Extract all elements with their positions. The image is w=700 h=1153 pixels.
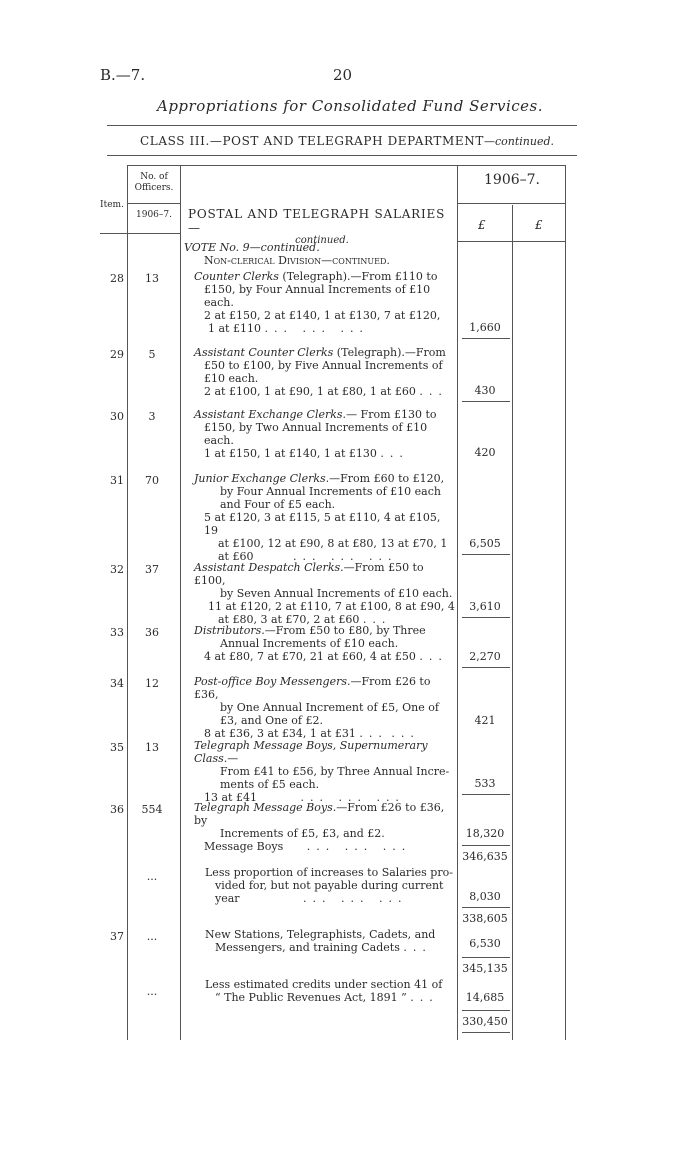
grand-total: 330,450 [462, 1015, 508, 1028]
amount: 1,660 [469, 321, 501, 334]
page-title: Appropriations for Consolidated Fund Services. [156, 97, 543, 115]
amount: 8,030 [469, 890, 501, 903]
amount-rule [462, 1010, 510, 1011]
pound-sign-1: £ [478, 218, 486, 232]
salary-entry: Distributors.—From £50 to £80, by Three Annual Increments of £10 each. 4 at £80, 7 at £70, 21 at £60, 4 at £50 ... [194, 624, 448, 663]
item-number: 29 [110, 348, 124, 361]
salary-entry: Telegraph Message Boys.—From £26 to £36, by Increments of £5, £3, and £2. Message Boys ... ... ... [194, 801, 445, 853]
amount: 14,685 [465, 991, 505, 1004]
item-number: 35 [110, 741, 124, 754]
amount: 420 [474, 446, 496, 459]
officer-count: 5 [148, 348, 156, 361]
amount-rule [462, 794, 510, 795]
amount: 6,530 [469, 937, 501, 950]
amount: 3,610 [469, 600, 501, 613]
salary-entry: Post-office Boy Messengers.—From £26 to £36, by One Annual Increment of £5, One of £3, and One of £2. 8 at £36, 3 at £34, 1 at £31 ... ... [194, 675, 439, 740]
item-number: 36 [110, 803, 124, 816]
heading-rule [107, 155, 577, 156]
item-number: 32 [110, 563, 124, 576]
officer-count: 13 [145, 741, 159, 754]
salary-entry: Telegraph Message Boys, Supernumerary Class.— From £41 to £56, by Three Annual Incre- ments of £5 each. 13 at £41 ... ... ... [194, 739, 450, 804]
salary-entry: Assistant Exchange Clerks.— From £130 to £150, by Two Annual Increments of £10 each. 1 at £150, 1 at £140, 1 at £130 ... [194, 408, 437, 460]
column-divider-officers [180, 165, 181, 1040]
item-number: 31 [110, 474, 124, 487]
new-stations-entry: New Stations, Telegraphists, Cadets, and Messengers, and training Cadets ... [205, 928, 436, 954]
officer-count: 70 [145, 474, 159, 487]
column-header-officers-year: 1906–7. [136, 210, 172, 220]
amount-rule [462, 907, 510, 908]
column-divider-amount [512, 205, 513, 1040]
vote-heading: VOTE No. 9—continued. Non-clerical Division—continued. [184, 241, 390, 267]
officer-count: ... [146, 985, 158, 998]
item-number: 37 [110, 930, 124, 943]
amount-rule [462, 617, 510, 618]
salary-entry: Assistant Despatch Clerks.—From £50 to £100, by Seven Annual Increments of £10 each. 11 at £120, 2 at £110, 7 at £100, 8 at £90, 4 at £80, 3 at £70, 2 at £60 ... [194, 561, 455, 626]
header-bottom-rule-left [100, 233, 180, 234]
pound-sign-2: £ [535, 218, 543, 232]
officer-count: 3 [148, 410, 156, 423]
officers-sub-rule [127, 203, 180, 204]
officer-count: 36 [145, 626, 159, 639]
amount: 2,270 [469, 650, 501, 663]
amount: 533 [474, 777, 496, 790]
amount-rule [462, 957, 510, 958]
year-sub-rule [457, 203, 565, 204]
subtotal: 346,635 [462, 850, 508, 863]
deduction-entry: Less proportion of increases to Salaries pro- vided for, but not payable during current year ... ... ... [205, 866, 453, 905]
officer-count: 554 [141, 803, 163, 816]
column-header-item: Item. [100, 200, 124, 210]
amount-rule [462, 554, 510, 555]
item-number: 30 [110, 410, 124, 423]
column-header-officers: No. of Officers. [134, 172, 174, 193]
table-top-rule [127, 165, 565, 166]
header-bottom-rule-right [457, 241, 565, 242]
column-header-year: 1906–7. [484, 172, 540, 188]
credits-entry: Less estimated credits under section 41 of “ The Public Revenues Act, 1891 ” ... [205, 978, 443, 1004]
amount: 18,320 [465, 827, 505, 840]
total-rule [462, 1032, 510, 1033]
amount-rule [462, 401, 510, 402]
salary-entry: Counter Clerks (Telegraph).—From £110 to £150, by Four Annual Increments of £10 each. 2 at £150, 2 at £140, 1 at £130, 7 at £120, 1 at £110 ... ... ... [194, 270, 441, 335]
amount: 430 [474, 384, 496, 397]
officer-count: 12 [145, 677, 159, 690]
amount: 6,505 [469, 537, 501, 550]
officer-count: ... [146, 930, 158, 943]
item-number: 28 [110, 272, 124, 285]
amount: 421 [474, 714, 496, 727]
amount-rule [462, 667, 510, 668]
column-divider-right [565, 165, 566, 1040]
item-number: 34 [110, 677, 124, 690]
subtotal: 345,135 [462, 962, 508, 975]
column-divider-description [457, 165, 458, 1040]
page-number: 20 [333, 66, 353, 84]
class-heading: CLASS III.—POST AND TELEGRAPH DEPARTMENT—continued. [140, 134, 555, 148]
subtotal: 338,605 [462, 912, 508, 925]
column-divider-item [127, 165, 128, 1040]
amount-rule [462, 845, 510, 846]
top-rule [107, 125, 577, 126]
salary-entry: Junior Exchange Clerks.—From £60 to £120, by Four Annual Increments of £10 each and Four of £5 each. 5 at £120, 3 at £115, 5 at £110, 4 at £105, 19 at £100, 12 at £90, 8 at £80, 13 at £70, 1 at £60 ... ... ... [194, 472, 448, 563]
document-reference: B.—7. [100, 66, 146, 84]
item-number: 33 [110, 626, 124, 639]
salary-entry: Assistant Counter Clerks (Telegraph).—From £50 to £100, by Five Annual Increments of £10 each. 2 at £100, 1 at £90, 1 at £80, 1 at £60 ... [194, 346, 448, 398]
officer-count: 37 [145, 563, 159, 576]
officer-count: ... [146, 870, 158, 883]
section-title: POSTAL AND TELEGRAPH SALARIES— continued. [188, 207, 446, 246]
officer-count: 13 [145, 272, 159, 285]
amount-rule [462, 338, 510, 339]
